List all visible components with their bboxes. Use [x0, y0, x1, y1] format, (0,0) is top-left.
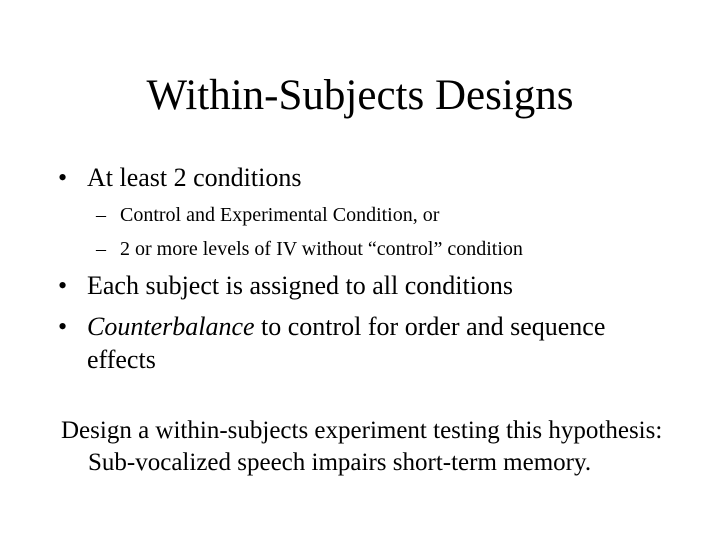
bullet-mark: • — [58, 271, 68, 300]
slide-title: Within-Subjects Designs — [146, 72, 574, 119]
sub-item-text: Control and Experimental Condition, or — [120, 204, 440, 226]
bullet-item-assignment — [58, 268, 513, 304]
sub-item-text: 2 or more levels of IV without “control” condition — [120, 238, 523, 260]
dash-mark: – — [96, 238, 106, 260]
dash-mark: – — [96, 204, 106, 226]
bullet-text: At least 2 conditions — [87, 163, 302, 192]
bullet-mark: • — [58, 312, 68, 341]
bullet-item-counterbalance — [58, 309, 605, 345]
bullet-item-conditions — [58, 160, 301, 196]
sub-item-control-experimental — [96, 201, 439, 229]
emphasis-text: Counterbalance — [87, 312, 255, 341]
sub-item-levels-of-iv — [96, 235, 523, 263]
bullet-text: to control for order and sequence — [254, 312, 606, 341]
task-line-1: Design a within-subjects experiment testing this hypothesis: — [61, 417, 663, 444]
bullet-text: Each subject is assigned to all conditions — [87, 271, 514, 300]
bullet-mark: • — [58, 163, 68, 192]
task-line-2: Sub-vocalized speech impairs short-term memory. — [88, 449, 592, 476]
bullet-continuation: effects — [87, 345, 156, 374]
